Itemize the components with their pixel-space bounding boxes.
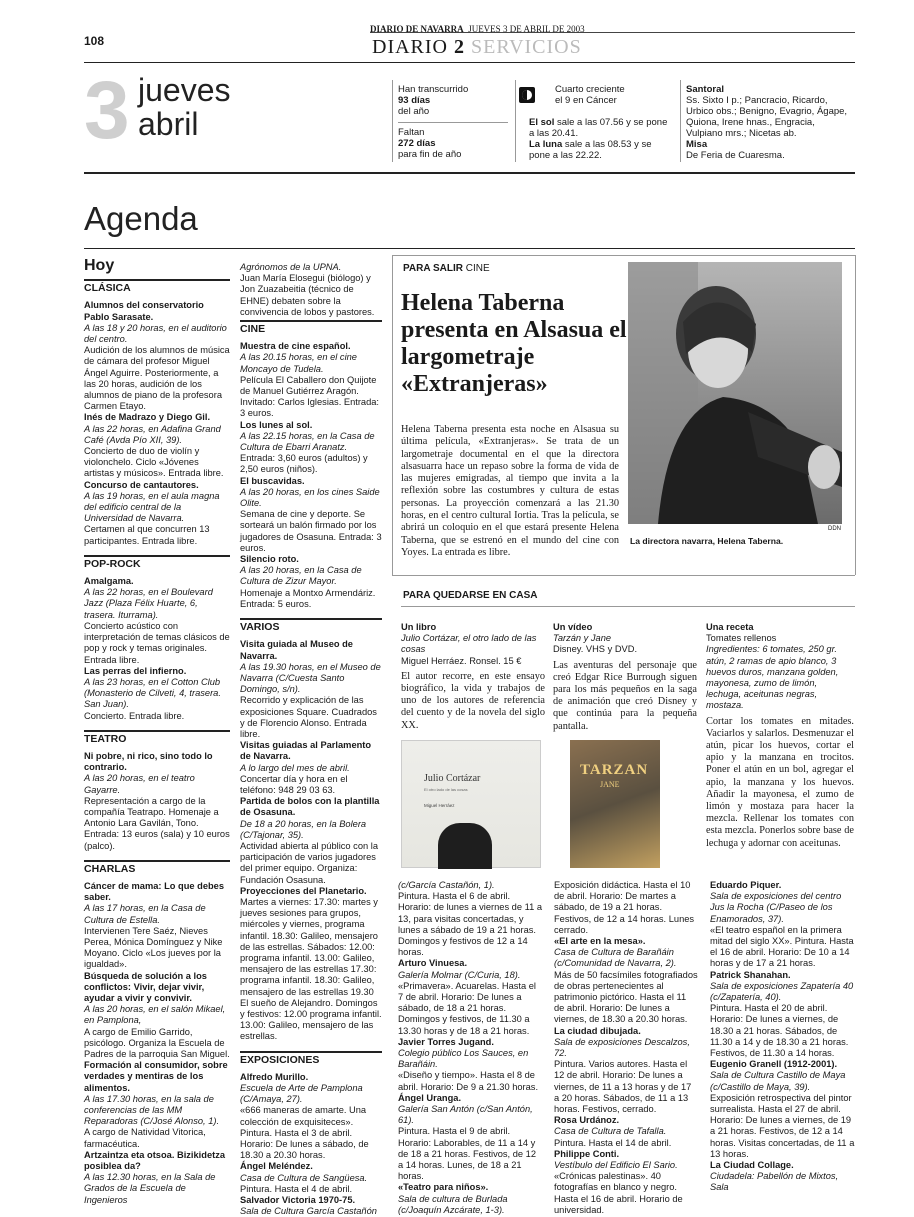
section-clasica: CLÁSICA (84, 279, 230, 294)
casa-receta: Una receta Tomates rellenos Ingredientes: 6 tomates, 250 gr. atún, 2 ramas de apio blanco, 3 huevos duros, manzana golden, mayonesa, zumo de limón, lechuga, aceitunas negras, mostaza. Cortar los tomates en mitades. Vaciarlos y salarlos. Desmenuzar el atún, picar los huevos, cortar el apio y la manzana en trocitos. Poner el atún en un bol, agregar el apio, la manzana y los huevos. Añadir la mayonesa, el zumo de limón y mostaza para hacer la mezcla. Rellenar los tomates con esta mezcla. Ponerlos sobre base de lechuga y adornar con aceitunas. (706, 622, 854, 849)
section-varios: VARIOS (240, 618, 382, 633)
dvd-cover: TARZAN JANE (570, 740, 660, 868)
para-salir-label: PARA SALIR CINE (403, 263, 490, 274)
exposiciones-column-b: Exposición didáctica. Hasta el 10 de abril. Horario: De martes a sábado, de 19 a 21 horas. Festivos, de 12 a 14 horas. Lunes cerrado. «El arte en la mesa». Casa de Cultura de Barañáin (c/Comunidad de Navarra, 2). Más de 50 facsímiles fotografiados de obras pertenecientes al patrimonio pictórico. Hasta el 11 de abril. Horario: De lunes a viernes, de 18.30 a 20.30 horas. La ciudad dibujada. Sala de exposiciones Descalzos, 72. Pintura. Varios autores. Hasta el 12 de abril. Horario: De lunes a viernes, de 11 a 13 horas y de 17 a 20 horas. Sábados, de 11 a 13 horas. Festivos, cerrado. Rosa Urdánoz. Casa de Cultura de Tafalla. Pintura. Hasta el 14 de abril. Philippe Conti. Vestíbulo del Edificio El Sario. «Crónicas palestinas». 40 fotografías en blanco y negro. Hasta el 16 de abril. Horario de universidad. (554, 880, 698, 1215)
exposiciones-column-c: Eduardo Piquer. Sala de exposiciones del centro Jus la Rocha (C/Paseo de los Enamorados, 37). «El teatro español en la primera mitad del siglo XX». Pintura. Hasta el 16 de abril. Horario: De 10 a 14 horas y de 17 a 21 horas. Patrick Shanahan. Sala de exposiciones Zapatería 40 (c/Zapatería, 40). Pintura. Hasta el 20 de abril. Horario: De lunes a viernes, de 18.30 a 21 horas. Sábados, de 11.30 a 14 y de 18.30 a 21 horas. Festivos, de 11.30 a 14 horas. Eugenio Granell (1912-2001). Sala de Cultura Castillo de Maya (c/Castillo de Maya, 39). Exposición retrospectiva del pintor surrealista. Hasta el 27 de abril. Horario: De lunes a viernes, de 19 a 21 horas. Festivos, de 12 a 14 horas. Visitas concertadas, de 11 a 13 horas. La Ciudad Collage. Ciudadela: Pabellón de Mixtos, Sala (710, 880, 855, 1193)
exposiciones-column-a: (c/García Castañón, 1). Pintura. Hasta el 6 de abril. Horario: de lunes a viernes de 11 a 13, para visitas concertadas, y lunes a sábado de 19 a 21 horas. Domingos y festivos de 12 a 14 horas. Arturo Vinuesa. Galería Molmar (C/Curia, 18). «Primavera». Acuarelas. Hasta el 7 de abril. Horario: De lunes a sábado, de 18 a 21 horas. Domingos y festivos, de 11.30 a 13.30 horas y de 18 a 21 horas. Javier Torres Jugand. Colegio público Los Sauces, en Barañáin. «Diseño y tiempo». Hasta el 8 de abril. Horario: De 9 a 21.30 horas. Ángel Uranga. Galería San Antón (c/San Antón, 61). Pintura. Hasta el 9 de abril. Horario: Laborables, de 11 a 14 y de 18 a 21 horas. Festivos, de 12 a 14 horas. Lunes, de 18 a 21 horas. «Teatro para niños». Sala de cultura de Burlada (c/Joaquín Azcárate, 1-3). (398, 880, 543, 1215)
section-pop-rock: POP-ROCK (84, 555, 230, 570)
page-number: 108 (84, 34, 105, 48)
moon-phase-icon (519, 87, 535, 103)
masthead-dateline: DIARIO DE NAVARRA JUEVES 3 DE ABRIL DE 2003 (370, 24, 585, 34)
section-title: DIARIO 2 SERVICIOS (372, 36, 582, 58)
section-charlas: CHARLAS (84, 860, 230, 875)
section-exposiciones: EXPOSICIONES (240, 1051, 382, 1066)
photo-caption: La directora navarra, Helena Taberna. (630, 536, 784, 546)
header-bottom-rule (84, 62, 855, 63)
casa-video: Un vídeo Tarzán y Jane Disney. VHS y DVD. Las aventuras del personaje que creó Edgar Rice Burrough siguen para los más pequeños en la saga de animación que creó Disney y que continúa para la pequeña pantalla. (553, 622, 697, 732)
para-quedarse-label: PARA QUEDARSE EN CASA (403, 590, 538, 601)
moon-phase-text: Cuarto creciente el 9 en Cáncer (555, 84, 625, 106)
sun-moon-times: El sol sale a las 07.56 y se pone a las 20.41. La luna sale a las 08.53 y se pone a las 22.22. (529, 117, 668, 161)
cine-article-body: Helena Taberna presenta esta noche en Alsasua su última película, «Extranjeras». Se trata de un largometraje documental en el que la directora alsasuarra hace un repaso sobre la forma de vida de las mujeres emigradas, al tiempo que invita a la reflexión sobre las costumbres y cultura de estas personas. La proyección comenzará a las 21.30 horas, en el centro cultural Iortia. Tras la película, se abrirá un coloquio en el que estará presente Helena Taberna, que se estrenó en el mundo del cine con Yoyes. La entrada es libre. (401, 424, 619, 558)
santoral: Santoral Ss. Sixto I p.; Pancracio, Ricardo, Urbico obs.; Benigno, Evagrio, Ágape, Quiona, Irene hnas., Engracia, Vulpiano mrs.; Nicetas ab. Misa De Feria de Cuaresma. (686, 84, 848, 161)
casa-libro: Un libro Julio Cortázar, el otro lado de las cosas Miguel Herráez. Ronsel. 15 € El autor recorre, en este ensayo biográfico, la vida y trabajos de uno de los autores de referencia del cuento y de la novela del siglo XX. (401, 622, 545, 731)
book-cover: Julio Cortázar El otro lado de las cosas Miguel Herráez (401, 740, 541, 868)
section-cine: CINE (240, 320, 382, 335)
date-block-rule (84, 172, 855, 174)
days-elapsed: Han transcurrido 93 días del año (398, 84, 469, 117)
agenda-title: Agenda (84, 200, 198, 237)
days-remaining: Faltan 272 días para fin de año (398, 127, 462, 160)
section-teatro: TEATRO (84, 730, 230, 745)
cine-headline: Helena Taberna presenta en Alsasua el largometraje «Extranjeras» (401, 290, 627, 397)
agenda-column-1: Hoy CLÁSICA Alumnos del conservatorio Pablo Sarasate. A las 18 y 20 horas, en el auditorio del centro. Audición de los alumnos de música de cámara del profesor Miguel Ángel Aguirre. Posteriormente, a las 20 horas, audición de los alumnos de piano de la profesora Carmen Etayo. Inés de Madrazo y Diego Gil. A las 22 horas, en Adafina Grand Café (Avda Pío XII, 39). Concierto de duo de violín y violonchelo. Ciclo «Jóvenes artistas y músicos». Entrada libre. Concurso de cantautores. A las 19 horas, en el aula magna del edificio central de la Universidad de Navarra. Certamen al que concurren 13 participantes. Entrada libre. POP-ROCK Amalgama. A las 22 horas, en el Boulevard Jazz (Plaza Félix Huarte, 6, trasera. Iturrama). Concierto acústico con interpretación de temas clásicos de pop y rock y temas originales. Entrada libre. Las perras del infierno. A las 23 horas, en el Cotton Club (Monasterio de Cilveti, 4, trasera. San Juan). Concierto. Entrada libre. TEATRO Ni pobre, ni rico, sino todo lo contrario. A las 20 horas, en el teatro Gayarre. Representación a cargo de la compañía Teatrapo. Homenaje a Antonio Lara Gavilán, Tono. Entrada: 13 euros (sala) y 10 euros (palco). CHARLAS Cáncer de mama: Lo que debes saber. A las 17 horas, en la Casa de Cultura de Estella. Intervienen Tere Saéz, Nieves Perea, Mónica Domínguez y Nike Moyano. Ciclo «Los jueves por la igualdad». Búsqueda de solución a los conflictos: Vivir, dejar vivir, ayudar a vivir y convivir. A las 20 horas, en el salón Mikael, en Pamplona, A cargo de Emilio Garrido, psicólogo. Organiza la Escuela de Padres de la parroquia San Miguel. Formación al consumidor, sobre verdades y mentiras de los alimentos. A las 17.30 horas, en la sala de conferencias de las MM Reparadoras (C/José Alonso, 1). A cargo de Natividad Vitorica, farmacéutica. Artzaintza eta otsoa. Bizikidetza posiblea da? A las 12.30 horas, en la Sala de Grados de la Escuela de Ingenieros (84, 257, 230, 1205)
director-photo (628, 262, 842, 524)
agenda-column-2: Agrónomos de la UPNA. Juan María Elosegui (biólogo) y Jon Zuazabeitia (técnico de EHNE) debaten sobre la convivencia de lobos y pastores. CINE Muestra de cine español. A las 20.15 horas, en el cine Moncayo de Tudela. Película El Caballero don Quijote de Manuel Gutiérrez Aragón. Invitado: Carlos Iglesias. Entrada: 3 euros. Los lunes al sol. A las 22.15 horas, en la Casa de Cultura de Ebarri Aranatz. Entrada: 3,60 euros (adultos) y 2,50 euros (niños). El buscavidas. A las 20 horas, en los cines Saide Olite. Semana de cine y deporte. Se sorteará un balón firmado por los jugadores de Osasuna. Entrada: 3 euros. Silencio roto. A las 20 horas, en la Casa de Cultura de Zizur Mayor. Homenaje a Montxo Armendáriz. Entrada: 5 euros. VARIOS Visita guiada al Museo de Navarra. A las 19.30 horas, en el Museo de Navarra (C/Cuesta Santo Domingo, s/n). Recorrido y explicación de las exposiciones Square. Cuadrados y de Florencio Alonso. Entrada libre. Visitas guiadas al Parlamento de Navarra. A lo largo del mes de abril. Concertar día y hora en el teléfono: 948 29 03 63. Partida de bolos con la plantilla de Osasuna. De 18 a 20 horas, en la Bolera (C/Tajonar, 35). Actividad abierta al público con la participación de varios jugadores del primer equipo. Organiza: Fundación Osasuna. Proyecciones del Planetario. Martes a viernes: 17.30: martes y jueves sesiones para grupos, miércoles y viernes, programa infantil. 18.30: Galileo, mensajero de las estrellas. Sábados: 12.00: programa infantil. 13.00: Galileo, mensajero de las estrellas 17.30: programa infantil. 18.30: Galileo, mensajero de las estrellas 19.30 El sueño de Alejandro. Domingos y festivos: 12.00 programa infantil. 13.00: Galileo, mensajero de las estrellas. EXPOSICIONES Alfredo Murillo. Escuela de Arte de Pamplona (C/Amaya, 27). «666 maneras de amarte. Una colección de exquisiteces». Pintura. Hasta el 3 de abril. Horario: De lunes a sábado, de 18.30 a 20.30 horas. Ángel Meléndez. Casa de Cultura de Sangüesa. Pintura. Hasta el 4 de abril. Salvador Victoria 1970-75. Sala de Cultura García Castañón (240, 262, 382, 1217)
day-number: 3 (84, 65, 130, 156)
hoy-heading: Hoy (84, 257, 115, 274)
photo-credit: DDN (828, 526, 841, 532)
weekday-month: jueves abril (138, 72, 231, 142)
